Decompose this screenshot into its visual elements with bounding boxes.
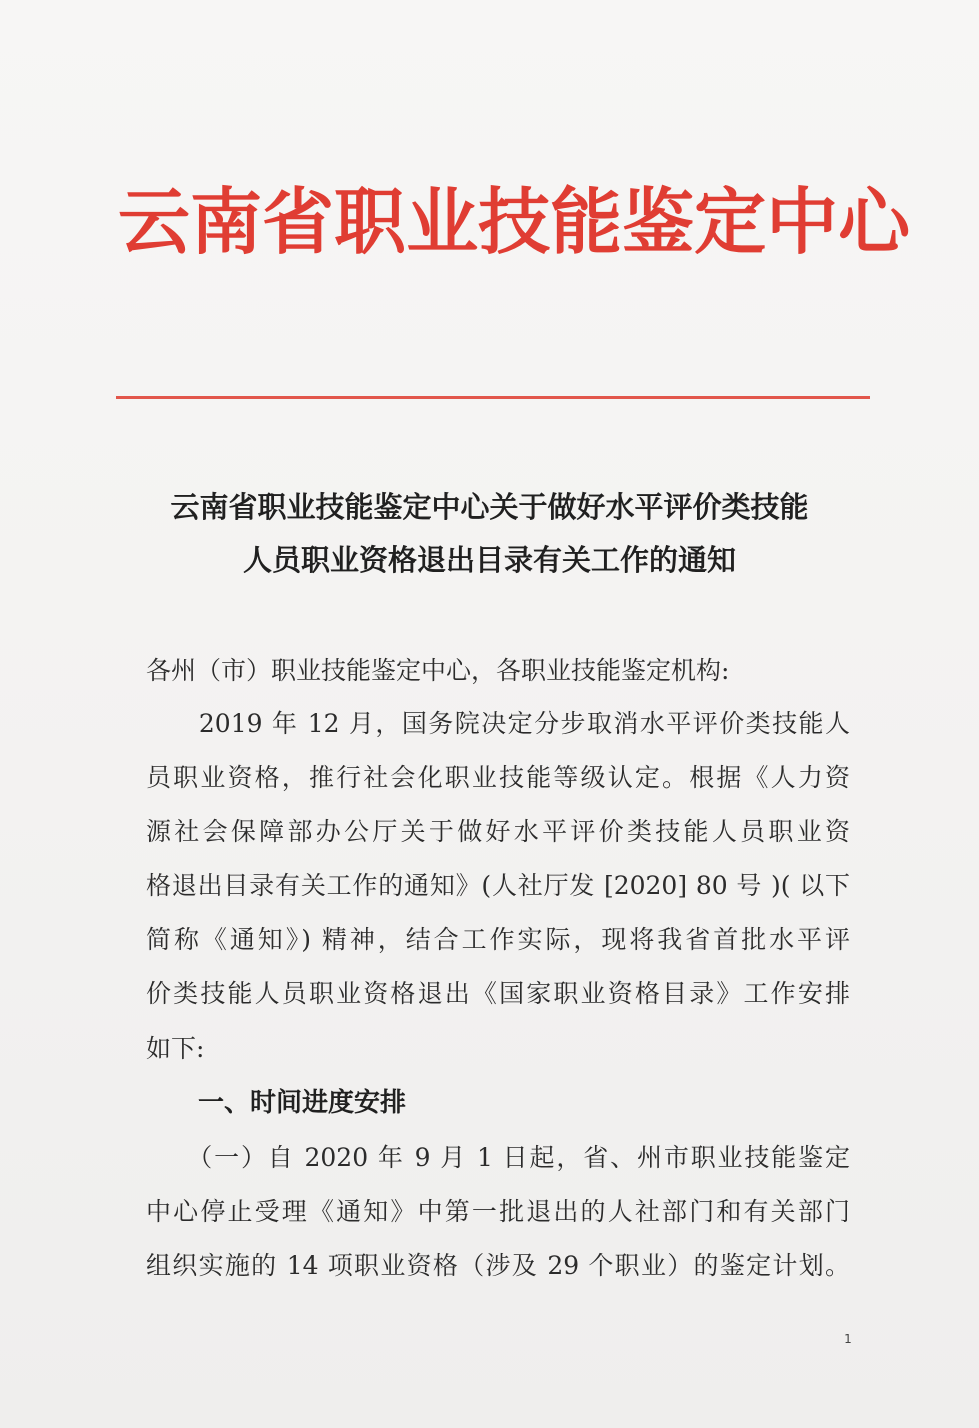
letterhead-char: 中 — [766, 179, 839, 264]
salutation: 各州（市）职业技能鉴定中心，各职业技能鉴定机构: — [146, 655, 730, 685]
document-title-line-2: 人员职业资格退出目录有关工作的通知 — [242, 543, 736, 577]
letterhead-char: 职 — [334, 179, 407, 264]
letterhead-char: 云 — [118, 179, 191, 264]
body-line: 格退出目录有关工作的通知》(人社厅发 [2020] 80 号 )( 以下 — [146, 871, 850, 900]
letterhead-char: 定 — [694, 179, 767, 264]
body-line: 如下: — [146, 1033, 205, 1063]
body-line: 简称《通知》) 精神，结合工作实际，现将我省首批水平评 — [146, 925, 850, 954]
letterhead-char: 能 — [550, 179, 623, 264]
body-line: 员职业资格，推行社会化职业技能等级认定。根据《人力资 — [146, 763, 850, 792]
letterhead-char: 鉴 — [622, 179, 695, 264]
section-heading: 一、时间进度安排 — [146, 1088, 407, 1118]
body-line: 价类技能人员职业资格退出《国家职业资格目录》工作安排 — [146, 979, 850, 1008]
document-title-line-1: 云南省职业技能鉴定中心关于做好水平评价类技能 — [170, 490, 809, 524]
letterhead-char: 业 — [406, 179, 479, 264]
page-number: 1 — [844, 1332, 852, 1346]
body-line: （一）自 2020 年 9 月 1 日起，省、州市职业技能鉴定 — [146, 1143, 850, 1172]
letterhead-char: 心 — [838, 179, 911, 264]
body-line: 组织实施的 14 项职业资格（涉及 29 个职业）的鉴定计划。 — [146, 1251, 850, 1280]
letterhead-char: 技 — [478, 179, 551, 264]
letterhead — [118, 176, 911, 268]
red-divider-line — [116, 396, 870, 399]
letterhead-char: 省 — [262, 179, 335, 264]
letterhead-char: 南 — [190, 179, 263, 264]
body-line: 2019 年 12 月，国务院决定分步取消水平评价类技能人 — [146, 709, 850, 738]
body-line: 源社会保障部办公厅关于做好水平评价类技能人员职业资 — [146, 817, 850, 846]
body-line: 中心停止受理《通知》中第一批退出的人社部门和有关部门 — [146, 1197, 850, 1226]
